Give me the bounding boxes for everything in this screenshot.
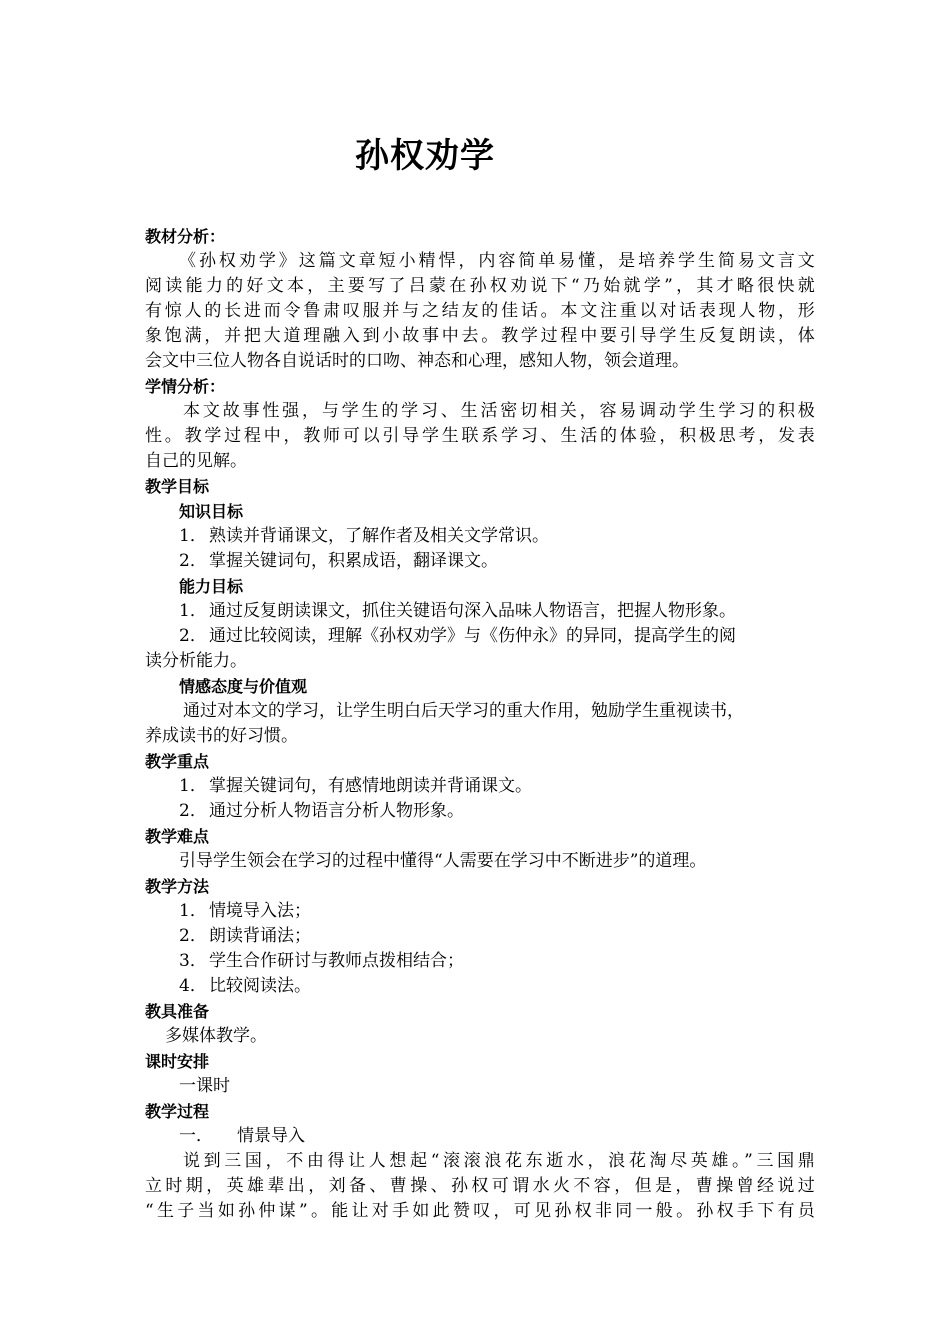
list-text: 朗读背诵法；: [209, 926, 311, 946]
list-item: [145, 924, 815, 949]
section-heading-students: 学情分析：: [145, 377, 226, 396]
list-number: 1．: [179, 776, 207, 796]
document-body: [145, 224, 815, 1224]
list-item: [145, 949, 815, 974]
list-text: 熟读并背诵课文，了解作者及相关文学常识。: [209, 526, 549, 546]
section-heading-schedule: 课时安排: [145, 1052, 210, 1071]
paragraph-line: 阅读能力的好文本，主要写了吕蒙在孙权劝说下“乃始就学”，其才略很快就: [145, 276, 815, 296]
paragraph-line: 说到三国，不由得让人想起“滚滚浪花东逝水，浪花淘尽英雄。”三国鼎: [183, 1151, 815, 1171]
paragraph-line: 养成读书的好习惯。: [145, 726, 298, 746]
section-heading-goals: 教学目标: [145, 477, 210, 496]
section-heading-key-points: 教学重点: [145, 752, 210, 771]
list-item: [145, 599, 815, 624]
paragraph-line: 读分析能力。: [145, 651, 247, 671]
list-item: [145, 774, 815, 799]
paragraph-line: 立时期，英雄辈出，刘备、曹操、孙权可谓水火不容，但是，曹操曾经说过: [145, 1176, 815, 1196]
paragraph-line: 本文故事性强，与学生的学习、生活密切相关，容易调动学生学习的积极: [183, 401, 815, 421]
list-text: 比较阅读法。: [209, 976, 311, 996]
list-text: 通过分析人物语言分析人物形象。: [209, 801, 464, 821]
paragraph-line: 自己的见解。: [145, 451, 247, 471]
section-heading-methods: 教学方法: [145, 877, 210, 896]
list-text: 掌握关键词句，积累成语，翻译课文。: [209, 551, 498, 571]
list-text: 通过反复朗读课文，抓住关键语句深入品味人物语言，把握人物形象。: [209, 601, 736, 621]
paragraph-line: 《孙权劝学》这篇文章短小精悍，内容简单易懂，是培养学生简易文言文: [179, 251, 815, 271]
list-item: [145, 899, 815, 924]
paragraph-line: 会文中三位人物各自说话时的口吻、神态和心理，感知人物，领会道理。: [145, 351, 689, 371]
list-number: 2．: [179, 626, 207, 646]
paragraph-line: 通过对本文的学习，让学生明白后天学习的重大作用，勉励学生重视读书，: [183, 701, 744, 721]
paragraph-line: 有惊人的长进而令鲁肃叹服并与之结友的佳话。本文注重以对话表现人物，形: [145, 301, 815, 321]
section-heading-tools: 教具准备: [145, 1002, 210, 1021]
paragraph-line: 引导学生领会在学习的过程中懂得“人需要在学习中不断进步”的道理。: [179, 851, 707, 871]
section-heading-process: 教学过程: [145, 1102, 210, 1121]
list-text: 学生合作研讨与教师点拨相结合；: [209, 951, 464, 971]
list-item: [145, 549, 815, 574]
paragraph-line: “生子当如孙仲谋”。能让对手如此赞叹，可见孙权非同一般。孙权手下有员: [145, 1201, 815, 1221]
subheading-knowledge: 知识目标: [179, 502, 244, 521]
list-number: 1．: [179, 526, 207, 546]
list-item: [145, 799, 815, 824]
list-text: 通过比较阅读，理解《孙权劝学》与《伤仲永》的异同，提高学生的阅: [209, 626, 736, 646]
list-number: 1．: [179, 601, 207, 621]
subheading-emotion: 情感态度与价值观: [179, 677, 308, 696]
paragraph-line: 性。教学过程中，教师可以引导学生联系学习、生活的体验，积极思考，发表: [145, 426, 815, 446]
list-number: 2．: [179, 926, 207, 946]
list-text: 情境导入法；: [209, 901, 311, 921]
list-text: 掌握关键词句，有感情地朗读并背诵课文。: [209, 776, 532, 796]
list-number: 1．: [179, 901, 207, 921]
step-number: 一．: [179, 1126, 213, 1146]
list-item: [145, 524, 815, 549]
paragraph-line: 一课时: [179, 1076, 230, 1096]
paragraph-line: 象饱满，并把大道理融入到小故事中去。教学过程中要引导学生反复朗读，体: [145, 326, 815, 346]
list-item: [145, 624, 815, 649]
paragraph-line: 多媒体教学。: [165, 1026, 267, 1046]
list-number: 2．: [179, 801, 207, 821]
list-number: 2．: [179, 551, 207, 571]
section-heading-difficulty: 教学难点: [145, 827, 210, 846]
section-heading-material: 教材分析：: [145, 227, 226, 246]
step-title: 情景导入: [237, 1126, 305, 1146]
subheading-ability: 能力目标: [179, 577, 244, 596]
list-number: 3．: [179, 951, 207, 971]
list-number: 4．: [179, 976, 207, 996]
step-heading: [145, 1124, 815, 1149]
page-title: 孙权劝学: [355, 136, 495, 176]
list-item: [145, 974, 815, 999]
